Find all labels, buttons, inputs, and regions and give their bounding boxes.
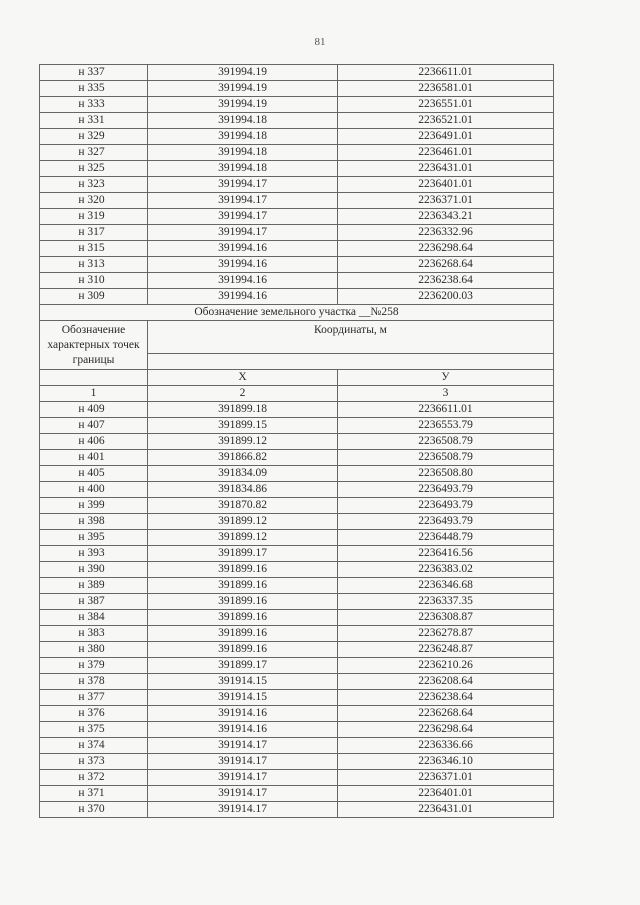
table-row	[40, 594, 554, 610]
x-coordinate-cell: 391899.18	[148, 402, 338, 418]
x-coordinate-cell: 391899.16	[148, 626, 338, 642]
y-coordinate-cell: 2236298.64	[338, 722, 554, 738]
y-coordinate-cell: 2236371.01	[338, 193, 554, 209]
point-id-cell: н 371	[40, 786, 148, 802]
x-coordinate-cell: 391994.17	[148, 177, 338, 193]
y-coordinate-cell: 2236336.66	[338, 738, 554, 754]
y-coordinate-cell: 2236238.64	[338, 273, 554, 289]
x-coordinate-cell: 391994.19	[148, 65, 338, 81]
y-coordinate-cell: 2236431.01	[338, 161, 554, 177]
y-coordinate-cell: 2236383.02	[338, 562, 554, 578]
table-row	[40, 177, 554, 193]
point-id-cell: н 401	[40, 450, 148, 466]
table-row	[40, 642, 554, 658]
column-number-1: 1	[40, 386, 148, 402]
x-coordinate-cell: 391899.12	[148, 514, 338, 530]
point-id-cell: н 407	[40, 418, 148, 434]
point-id-cell: н 372	[40, 770, 148, 786]
table-row	[40, 690, 554, 706]
coordinates-header: Координаты, м	[148, 321, 554, 354]
table-row	[40, 81, 554, 97]
point-id-cell: н 379	[40, 658, 148, 674]
point-id-cell: н 329	[40, 129, 148, 145]
y-coordinate-cell: 2236332.96	[338, 225, 554, 241]
point-id-cell: н 399	[40, 498, 148, 514]
point-id-cell: н 374	[40, 738, 148, 754]
point-id-cell: н 387	[40, 594, 148, 610]
point-id-cell: н 317	[40, 225, 148, 241]
x-coordinate-cell: 391994.17	[148, 209, 338, 225]
x-coordinate-cell: 391994.17	[148, 225, 338, 241]
point-id-cell: н 325	[40, 161, 148, 177]
point-id-cell: н 331	[40, 113, 148, 129]
x-coordinate-cell: 391870.82	[148, 498, 338, 514]
table-row	[40, 129, 554, 145]
y-coordinate-cell: 2236298.64	[338, 241, 554, 257]
x-header: X	[148, 370, 338, 386]
table-row	[40, 289, 554, 305]
x-coordinate-cell: 391914.17	[148, 754, 338, 770]
y-coordinate-cell: 2236308.87	[338, 610, 554, 626]
coordinates-header-spacer	[148, 353, 554, 369]
x-coordinate-cell: 391914.17	[148, 802, 338, 818]
table-row	[40, 434, 554, 450]
page-number: 81	[314, 36, 326, 48]
point-id-cell: н 335	[40, 81, 148, 97]
point-id-cell: н 373	[40, 754, 148, 770]
column-number-2: 2	[148, 386, 338, 402]
point-id-cell: н 376	[40, 706, 148, 722]
table-row	[40, 722, 554, 738]
y-coordinate-cell: 2236553.79	[338, 418, 554, 434]
y-coordinate-cell: 2236278.87	[338, 626, 554, 642]
table-row	[40, 770, 554, 786]
y-coordinate-cell: 2236551.01	[338, 97, 554, 113]
x-coordinate-cell: 391914.15	[148, 674, 338, 690]
y-coordinate-cell: 2236431.01	[338, 802, 554, 818]
table-row	[40, 578, 554, 594]
x-coordinate-cell: 391994.18	[148, 113, 338, 129]
y-coordinate-cell: 2236346.68	[338, 578, 554, 594]
table-row	[40, 257, 554, 273]
y-coordinate-cell: 2236493.79	[338, 482, 554, 498]
y-coordinate-cell: 2236371.01	[338, 770, 554, 786]
table-row	[40, 65, 554, 81]
table-row	[40, 241, 554, 257]
table-row	[40, 562, 554, 578]
x-coordinate-cell: 391899.16	[148, 578, 338, 594]
x-coordinate-cell: 391914.17	[148, 770, 338, 786]
x-coordinate-cell: 391834.09	[148, 466, 338, 482]
point-id-cell: н 319	[40, 209, 148, 225]
table-row	[40, 546, 554, 562]
point-id-cell: н 383	[40, 626, 148, 642]
table-row	[40, 706, 554, 722]
x-coordinate-cell: 391914.17	[148, 786, 338, 802]
blank-header-cell	[40, 370, 148, 386]
y-coordinate-cell: 2236508.80	[338, 466, 554, 482]
point-id-cell: н 389	[40, 578, 148, 594]
x-coordinate-cell: 391899.12	[148, 530, 338, 546]
point-id-cell: н 327	[40, 145, 148, 161]
x-coordinate-cell: 391994.18	[148, 161, 338, 177]
table-row	[40, 418, 554, 434]
table-row	[40, 273, 554, 289]
table-row	[40, 193, 554, 209]
y-coordinate-cell: 2236508.79	[338, 434, 554, 450]
y-coordinate-cell: 2236401.01	[338, 177, 554, 193]
point-id-cell: н 370	[40, 802, 148, 818]
table-row	[40, 482, 554, 498]
table-row	[40, 145, 554, 161]
y-coordinate-cell: 2236521.01	[338, 113, 554, 129]
table-row	[40, 802, 554, 818]
y-coordinate-cell: 2236268.64	[338, 257, 554, 273]
point-id-cell: н 375	[40, 722, 148, 738]
y-coordinate-cell: 2236346.10	[338, 754, 554, 770]
x-coordinate-cell: 391994.16	[148, 241, 338, 257]
x-coordinate-cell: 391914.17	[148, 738, 338, 754]
section2-body	[40, 402, 554, 818]
x-coordinate-cell: 391994.17	[148, 193, 338, 209]
y-coordinate-cell: 2236401.01	[338, 786, 554, 802]
point-id-cell: н 320	[40, 193, 148, 209]
table-row	[40, 466, 554, 482]
table-row	[40, 754, 554, 770]
y-coordinate-cell: 2236491.01	[338, 129, 554, 145]
x-coordinate-cell: 391899.16	[148, 642, 338, 658]
column-number-3: 3	[338, 386, 554, 402]
y-coordinate-cell: 2236508.79	[338, 450, 554, 466]
y-coordinate-cell: 2236200.03	[338, 289, 554, 305]
section2-header	[40, 305, 554, 402]
x-coordinate-cell: 391899.15	[148, 418, 338, 434]
table-row	[40, 738, 554, 754]
point-id-cell: н 323	[40, 177, 148, 193]
y-coordinate-cell: 2236248.87	[338, 642, 554, 658]
point-id-cell: н 409	[40, 402, 148, 418]
x-coordinate-cell: 391994.18	[148, 145, 338, 161]
y-coordinate-cell: 2236337.35	[338, 594, 554, 610]
x-coordinate-cell: 391899.12	[148, 434, 338, 450]
y-coordinate-cell: 2236493.79	[338, 498, 554, 514]
table-row	[40, 97, 554, 113]
point-id-cell: н 380	[40, 642, 148, 658]
point-id-cell: н 395	[40, 530, 148, 546]
point-id-cell: н 310	[40, 273, 148, 289]
point-id-cell: н 378	[40, 674, 148, 690]
x-coordinate-cell: 391994.18	[148, 129, 338, 145]
x-coordinate-cell: 391914.15	[148, 690, 338, 706]
point-id-cell: н 406	[40, 434, 148, 450]
table-row	[40, 161, 554, 177]
point-id-cell: н 393	[40, 546, 148, 562]
x-coordinate-cell: 391994.19	[148, 97, 338, 113]
x-coordinate-cell: 391914.16	[148, 722, 338, 738]
section1-body	[40, 65, 554, 305]
point-id-cell: н 377	[40, 690, 148, 706]
y-coordinate-cell: 2236448.79	[338, 530, 554, 546]
point-id-cell: н 333	[40, 97, 148, 113]
table-row	[40, 402, 554, 418]
x-coordinate-cell: 391994.16	[148, 257, 338, 273]
table-row	[40, 225, 554, 241]
point-id-cell: н 309	[40, 289, 148, 305]
land-plot-title: Обозначение земельного участка __№258	[40, 305, 554, 321]
y-coordinate-cell: 2236611.01	[338, 402, 554, 418]
table-row	[40, 530, 554, 546]
x-coordinate-cell: 391899.16	[148, 562, 338, 578]
x-coordinate-cell: 391994.16	[148, 289, 338, 305]
x-coordinate-cell: 391899.16	[148, 610, 338, 626]
table-row	[40, 610, 554, 626]
y-coordinate-cell: 2236493.79	[338, 514, 554, 530]
table-row	[40, 450, 554, 466]
table-row	[40, 498, 554, 514]
point-id-cell: н 390	[40, 562, 148, 578]
point-id-cell: н 313	[40, 257, 148, 273]
y-header: У	[338, 370, 554, 386]
table-row	[40, 514, 554, 530]
x-coordinate-cell: 391899.17	[148, 546, 338, 562]
point-id-cell: н 398	[40, 514, 148, 530]
x-coordinate-cell: 391914.16	[148, 706, 338, 722]
table-row	[40, 626, 554, 642]
table-row	[40, 786, 554, 802]
x-coordinate-cell: 391994.19	[148, 81, 338, 97]
y-coordinate-cell: 2236208.64	[338, 674, 554, 690]
point-id-cell: н 405	[40, 466, 148, 482]
point-id-cell: н 337	[40, 65, 148, 81]
y-coordinate-cell: 2236461.01	[338, 145, 554, 161]
table-row	[40, 674, 554, 690]
point-id-cell: н 384	[40, 610, 148, 626]
x-coordinate-cell: 391834.86	[148, 482, 338, 498]
x-coordinate-cell: 391899.16	[148, 594, 338, 610]
x-coordinate-cell: 391899.17	[148, 658, 338, 674]
y-coordinate-cell: 2236611.01	[338, 65, 554, 81]
points-column-header: Обозначение характерных точек границы	[40, 321, 148, 370]
y-coordinate-cell: 2236238.64	[338, 690, 554, 706]
table-row	[40, 658, 554, 674]
point-id-cell: н 400	[40, 482, 148, 498]
table-row	[40, 113, 554, 129]
y-coordinate-cell: 2236268.64	[338, 706, 554, 722]
x-coordinate-cell: 391866.82	[148, 450, 338, 466]
table-row	[40, 209, 554, 225]
x-coordinate-cell: 391994.16	[148, 273, 338, 289]
point-id-cell: н 315	[40, 241, 148, 257]
coordinates-table	[39, 64, 554, 818]
y-coordinate-cell: 2236581.01	[338, 81, 554, 97]
y-coordinate-cell: 2236210.26	[338, 658, 554, 674]
y-coordinate-cell: 2236343.21	[338, 209, 554, 225]
y-coordinate-cell: 2236416.56	[338, 546, 554, 562]
